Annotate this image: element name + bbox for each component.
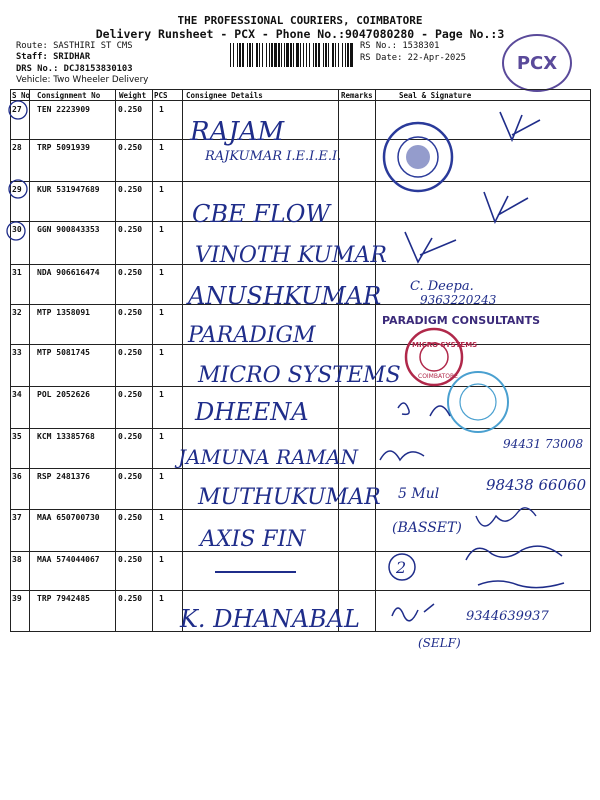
circled-number-note: 2 [396,558,407,577]
col-weight: Weight [119,91,147,100]
phone-note: 9363220243 [420,293,497,307]
cell-weight: 0.250 [118,143,143,152]
cell-consignment: KCM 13385768 [37,432,95,441]
col-consignment: Consignment No [37,91,101,100]
vehicle-label: Vehicle: Two Wheeler Delivery [16,75,149,85]
consignee-hw: DHEENA [195,398,309,426]
basset-note: (BASSET) [392,520,462,536]
consignee-hw: ANUSHKUMAR [188,282,382,310]
cell-consignment: MAA 574044067 [37,555,100,564]
drs-number [16,64,133,75]
phone-note: 94431 73008 [503,437,584,451]
consignee-hw: RAJAM [190,117,285,147]
cell-consignment: GGN 900843353 [37,225,100,234]
cell-pcs: 1 [159,185,164,194]
cell-pcs: 1 [159,472,164,481]
cell-pcs: 1 [159,225,164,234]
cell-sno: 32 [12,308,22,317]
cell-sno: 29 [12,185,22,194]
cell-consignment: TRP 5091939 [37,143,90,152]
staff-label [16,52,90,63]
col-seal-signature: Seal & Signature [399,91,472,100]
cell-pcs: 1 [159,308,164,317]
consignee-hw: PARADIGM [188,323,316,348]
cell-consignment: MTP 1358091 [37,308,90,317]
cell-pcs: 1 [159,390,164,399]
signature-scribble: 5 Mul [398,486,440,502]
cell-weight: 0.250 [118,348,143,357]
cell-weight: 0.250 [118,268,143,277]
rs-number: RS No.: 1538301 [360,41,440,51]
paradigm-stamp: PARADIGM CONSULTANTS [382,314,541,327]
cell-pcs: 1 [159,143,164,152]
cell-weight: 0.250 [118,594,143,603]
cell-sno: 35 [12,432,22,441]
cell-consignment: TRP 7942485 [37,594,90,603]
cell-sno: 39 [12,594,22,603]
col-pcs: PCS [154,91,168,100]
self-note: (SELF) [418,636,461,650]
consignee-hw: MICRO SYSTEMS [198,363,401,388]
staff-text: Staff: SRIDHAR [16,52,91,62]
col-consignee: Consignee Details [186,91,263,100]
cell-sno: 34 [12,390,22,399]
cell-weight: 0.250 [118,225,143,234]
cell-pcs: 1 [159,105,164,114]
cell-consignment: MAA 650700730 [37,513,100,522]
micro-systems-stamp-text: MICRO SYSTEMS [412,341,478,349]
company-title: THE PROFESSIONAL COURIERS, COIMBATORE [177,14,423,27]
micro-systems-stamp-sub: COIMBATORE [418,373,458,380]
cell-consignment: NDA 906616474 [37,268,100,277]
signature-name-deepa: C. Deepa. [410,279,474,294]
phone-note: 98438 66060 [486,476,587,494]
cell-sno: 36 [12,472,22,481]
pcx-stamp: PCX [502,34,572,92]
barcode [230,43,354,67]
cell-sno: 31 [12,268,22,277]
consignee-hw: K. DHANABAL [180,605,360,633]
runsheet-table [10,89,591,632]
cell-weight: 0.250 [118,185,143,194]
cell-weight: 0.250 [118,555,143,564]
runsheet-subtitle: Delivery Runsheet - PCX - Phone No.:9047080280 - Page No.:3 [95,27,505,41]
phone-note: 9344639937 [466,609,549,624]
col-remarks: Remarks [341,91,373,100]
route-label: Route: SASTHIRI ST CMS [16,41,133,51]
cell-sno: 37 [12,513,22,522]
cell-sno: 33 [12,348,22,357]
cell-weight: 0.250 [118,390,143,399]
consignee-hw: RAJKUMAR I.E.I.E.I. [205,149,342,164]
drs-label: DRS No.: [16,64,59,74]
rs-date: RS Date: 22-Apr-2025 [360,53,466,63]
cell-pcs: 1 [159,555,164,564]
cell-sno: 27 [12,105,22,114]
cell-consignment: TEN 2223909 [37,105,90,114]
cell-pcs: 1 [159,268,164,277]
cell-consignment: POL 2052626 [37,390,90,399]
drs-value: DCJ8153830103 [63,64,133,74]
cell-weight: 0.250 [118,105,143,114]
cell-weight: 0.250 [118,513,143,522]
cell-sno: 30 [12,225,22,234]
cell-consignment: KUR 531947689 [37,185,100,194]
cell-consignment: MTP 5081745 [37,348,90,357]
cell-pcs: 1 [159,513,164,522]
cell-pcs: 1 [159,348,164,357]
cell-pcs: 1 [159,432,164,441]
consignee-hw: AXIS FIN [200,527,306,552]
consignee-hw: JAMUNA RAMAN [178,445,359,469]
cell-consignment: RSP 2481376 [37,472,90,481]
cell-sno: 38 [12,555,22,564]
cell-weight: 0.250 [118,308,143,317]
consignee-hw: VINOTH KUMAR [195,243,387,268]
cell-sno: 28 [12,143,22,152]
col-sno: S No [12,91,31,100]
cell-weight: 0.250 [118,432,143,441]
cell-pcs: 1 [159,594,164,603]
cell-weight: 0.250 [118,472,143,481]
consignee-hw: MUTHUKUMAR [198,485,381,510]
consignee-hw: CBE FLOW [192,200,331,228]
